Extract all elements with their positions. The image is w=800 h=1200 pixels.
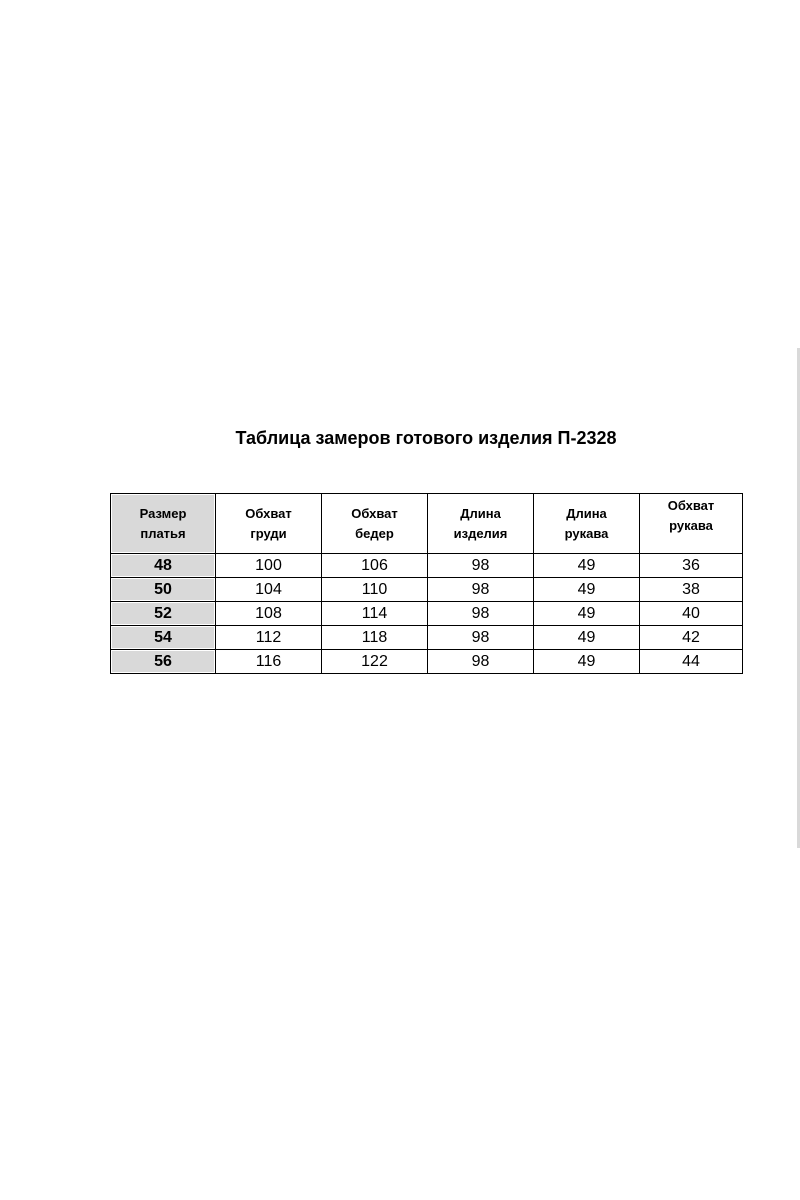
sleeve-girth-cell: 36 — [640, 554, 743, 578]
sleeve-length-cell: 49 — [534, 626, 640, 650]
size-cell: 52 — [111, 602, 216, 626]
length-cell: 98 — [428, 650, 534, 674]
chest-cell: 116 — [216, 650, 322, 674]
size-cell: 56 — [111, 650, 216, 674]
length-cell: 98 — [428, 554, 534, 578]
chest-cell: 104 — [216, 578, 322, 602]
table-row — [111, 554, 743, 578]
length-cell: 98 — [428, 626, 534, 650]
chest-cell: 100 — [216, 554, 322, 578]
hips-cell: 118 — [322, 626, 428, 650]
table-row — [111, 626, 743, 650]
hips-cell: 122 — [322, 650, 428, 674]
hips-cell: 110 — [322, 578, 428, 602]
column-header-hips: Обхват бедер — [322, 494, 428, 554]
column-header-length: Длина изделия — [428, 494, 534, 554]
table-header-row — [111, 494, 743, 554]
table-row — [111, 650, 743, 674]
column-header-size: Размер платья — [111, 494, 216, 554]
chest-cell: 112 — [216, 626, 322, 650]
sleeve-length-cell: 49 — [534, 602, 640, 626]
page-title: Таблица замеров готового изделия П-2328 — [235, 428, 617, 448]
size-cell: 48 — [111, 554, 216, 578]
sleeve-girth-cell: 38 — [640, 578, 743, 602]
sleeve-girth-cell: 42 — [640, 626, 743, 650]
table-row — [111, 578, 743, 602]
length-cell: 98 — [428, 602, 534, 626]
table-row — [111, 602, 743, 626]
size-cell: 50 — [111, 578, 216, 602]
sleeve-girth-cell: 40 — [640, 602, 743, 626]
column-header-sleeve-girth: Обхват рукава — [640, 494, 743, 554]
size-cell: 54 — [111, 626, 216, 650]
chest-cell: 108 — [216, 602, 322, 626]
sleeve-girth-cell: 44 — [640, 650, 743, 674]
length-cell: 98 — [428, 578, 534, 602]
hips-cell: 114 — [322, 602, 428, 626]
column-header-sleeve-length: Длина рукава — [534, 494, 640, 554]
sleeve-length-cell: 49 — [534, 650, 640, 674]
size-measurements-table — [110, 493, 743, 674]
sleeve-length-cell: 49 — [534, 578, 640, 602]
sleeve-length-cell: 49 — [534, 554, 640, 578]
hips-cell: 106 — [322, 554, 428, 578]
column-header-chest: Обхват груди — [216, 494, 322, 554]
